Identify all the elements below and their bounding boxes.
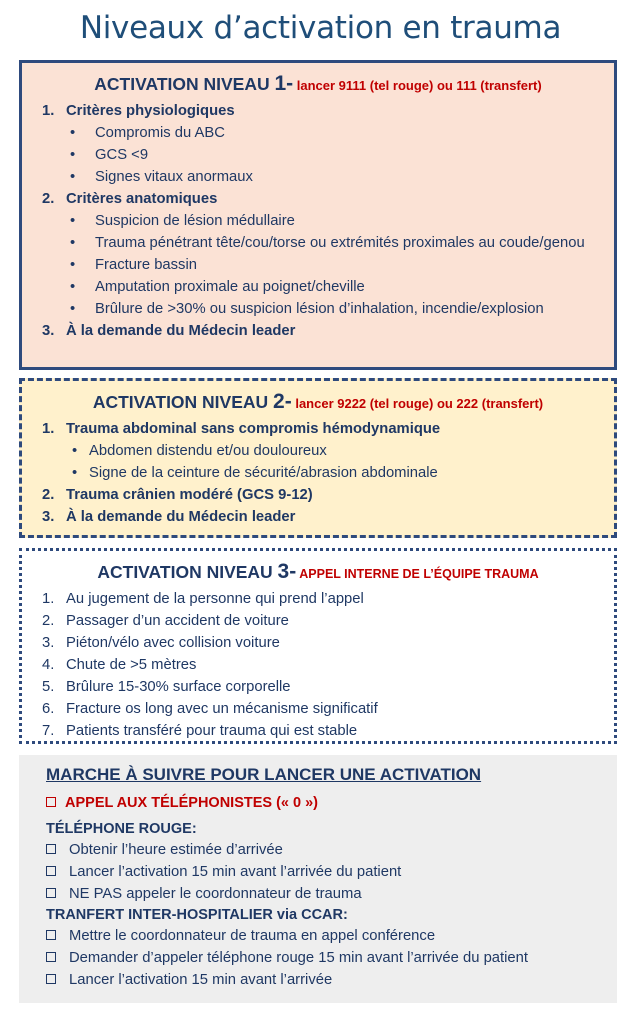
transfer-label: TRANFERT INTER-HOSPITALIER via CCAR:	[46, 907, 348, 923]
level-1-heading-instruction: lancer 9111 (tel rouge) ou 111 (transfert)	[293, 78, 542, 93]
checkbox-icon	[46, 866, 56, 876]
list-item: 4. Chute de >5 mètres	[42, 657, 197, 673]
level-1-heading-label: ACTIVATION NIVEAU	[94, 74, 275, 94]
checklist-item: Obtenir l’heure estimée d’arrivée	[19, 839, 617, 861]
level-1-heading-number: 1-	[274, 72, 294, 95]
operator-call-item: APPEL AUX TÉLÉPHONISTES (« 0 »)	[46, 795, 617, 811]
page-title: Niveaux d’activation en trauma	[79, 10, 562, 46]
list-item: 2. Trauma crânien modéré (GCS 9-12)	[42, 487, 313, 503]
checkbox-icon	[46, 888, 56, 898]
transfer-checklist	[19, 925, 617, 991]
bullet-item: • Signe de la ceinture de sécurité/abrasion abdominale	[72, 465, 438, 481]
list-item: 1. Trauma abdominal sans compromis hémodynamique	[42, 421, 441, 437]
level-1-criteria-list	[22, 100, 614, 342]
bullet-item: • Brûlure de >30% ou suspicion lésion d’inhalation, incendie/explosion	[70, 301, 544, 317]
list-item: 2. Passager d’un accident de voiture	[42, 613, 289, 629]
level-2-heading-number: 2-	[273, 390, 292, 413]
checkbox-icon	[46, 974, 56, 984]
list-item: 3. Piéton/vélo avec collision voiture	[42, 635, 280, 651]
level-3-heading-label: ACTIVATION NIVEAU	[97, 562, 278, 582]
activation-level-1-box	[19, 60, 617, 370]
level-2-heading	[22, 390, 614, 414]
checklist-item: NE PAS appeler le coordonnateur de trauma	[19, 883, 617, 905]
list-item: 3. À la demande du Médecin leader	[42, 509, 296, 525]
bullet-item: • Trauma pénétrant tête/cou/torse ou extrémités proximales au coude/genou	[70, 235, 585, 251]
bullet-item: • Fracture bassin	[70, 257, 197, 273]
checklist-item: Mettre le coordonnateur de trauma en appel conférence	[19, 925, 617, 947]
level-3-criteria-list	[22, 588, 614, 742]
list-item: 2. Critères anatomiques	[42, 191, 218, 207]
activation-level-2-box	[19, 378, 617, 538]
level-3-heading	[22, 560, 614, 584]
bullet-item: • Signes vitaux anormaux	[70, 169, 253, 185]
procedure-title: MARCHE À SUIVRE POUR LANCER UNE ACTIVATION	[46, 765, 482, 784]
checkbox-icon	[46, 930, 56, 940]
activation-level-3-box	[19, 548, 617, 744]
procedure-box	[19, 755, 617, 1003]
list-item: 3. À la demande du Médecin leader	[42, 323, 296, 339]
list-item: 6. Fracture os long avec un mécanisme significatif	[42, 701, 378, 717]
level-1-heading	[22, 72, 614, 96]
checkbox-icon	[46, 797, 56, 807]
level-2-heading-label: ACTIVATION NIVEAU	[92, 392, 274, 412]
list-item: 7. Patients transféré pour trauma qui est stable	[42, 723, 358, 739]
checklist-item: Lancer l’activation 15 min avant l’arrivée	[19, 969, 617, 991]
bullet-item: • GCS <9	[70, 147, 149, 163]
list-item: 1. Critères physiologiques	[42, 103, 235, 119]
bullet-item: • Suspicion de lésion médullaire	[70, 213, 295, 229]
red-phone-checklist	[19, 839, 617, 905]
list-item: 1. Au jugement de la personne qui prend l’appel	[42, 591, 364, 607]
red-phone-label: TÉLÉPHONE ROUGE:	[46, 821, 197, 837]
checklist-item: Lancer l’activation 15 min avant l’arrivée du patient	[19, 861, 617, 883]
level-2-criteria-list	[22, 418, 614, 528]
checkbox-icon	[46, 952, 56, 962]
level-3-heading-instruction: APPEL INTERNE DE L’ÉQUIPE TRAUMA	[296, 567, 539, 581]
bullet-item: • Abdomen distendu et/ou douloureux	[72, 443, 327, 459]
level-2-heading-instruction: lancer 9222 (tel rouge) ou 222 (transfert)	[291, 396, 544, 411]
checkbox-icon	[46, 844, 56, 854]
list-item: 5. Brûlure 15-30% surface corporelle	[42, 679, 291, 695]
bullet-item: • Compromis du ABC	[70, 125, 225, 141]
bullet-item: • Amputation proximale au poignet/cheville	[70, 279, 365, 295]
checklist-item: Demander d’appeler téléphone rouge 15 min avant l’arrivée du patient	[19, 947, 617, 969]
level-3-heading-number: 3-	[277, 560, 297, 583]
